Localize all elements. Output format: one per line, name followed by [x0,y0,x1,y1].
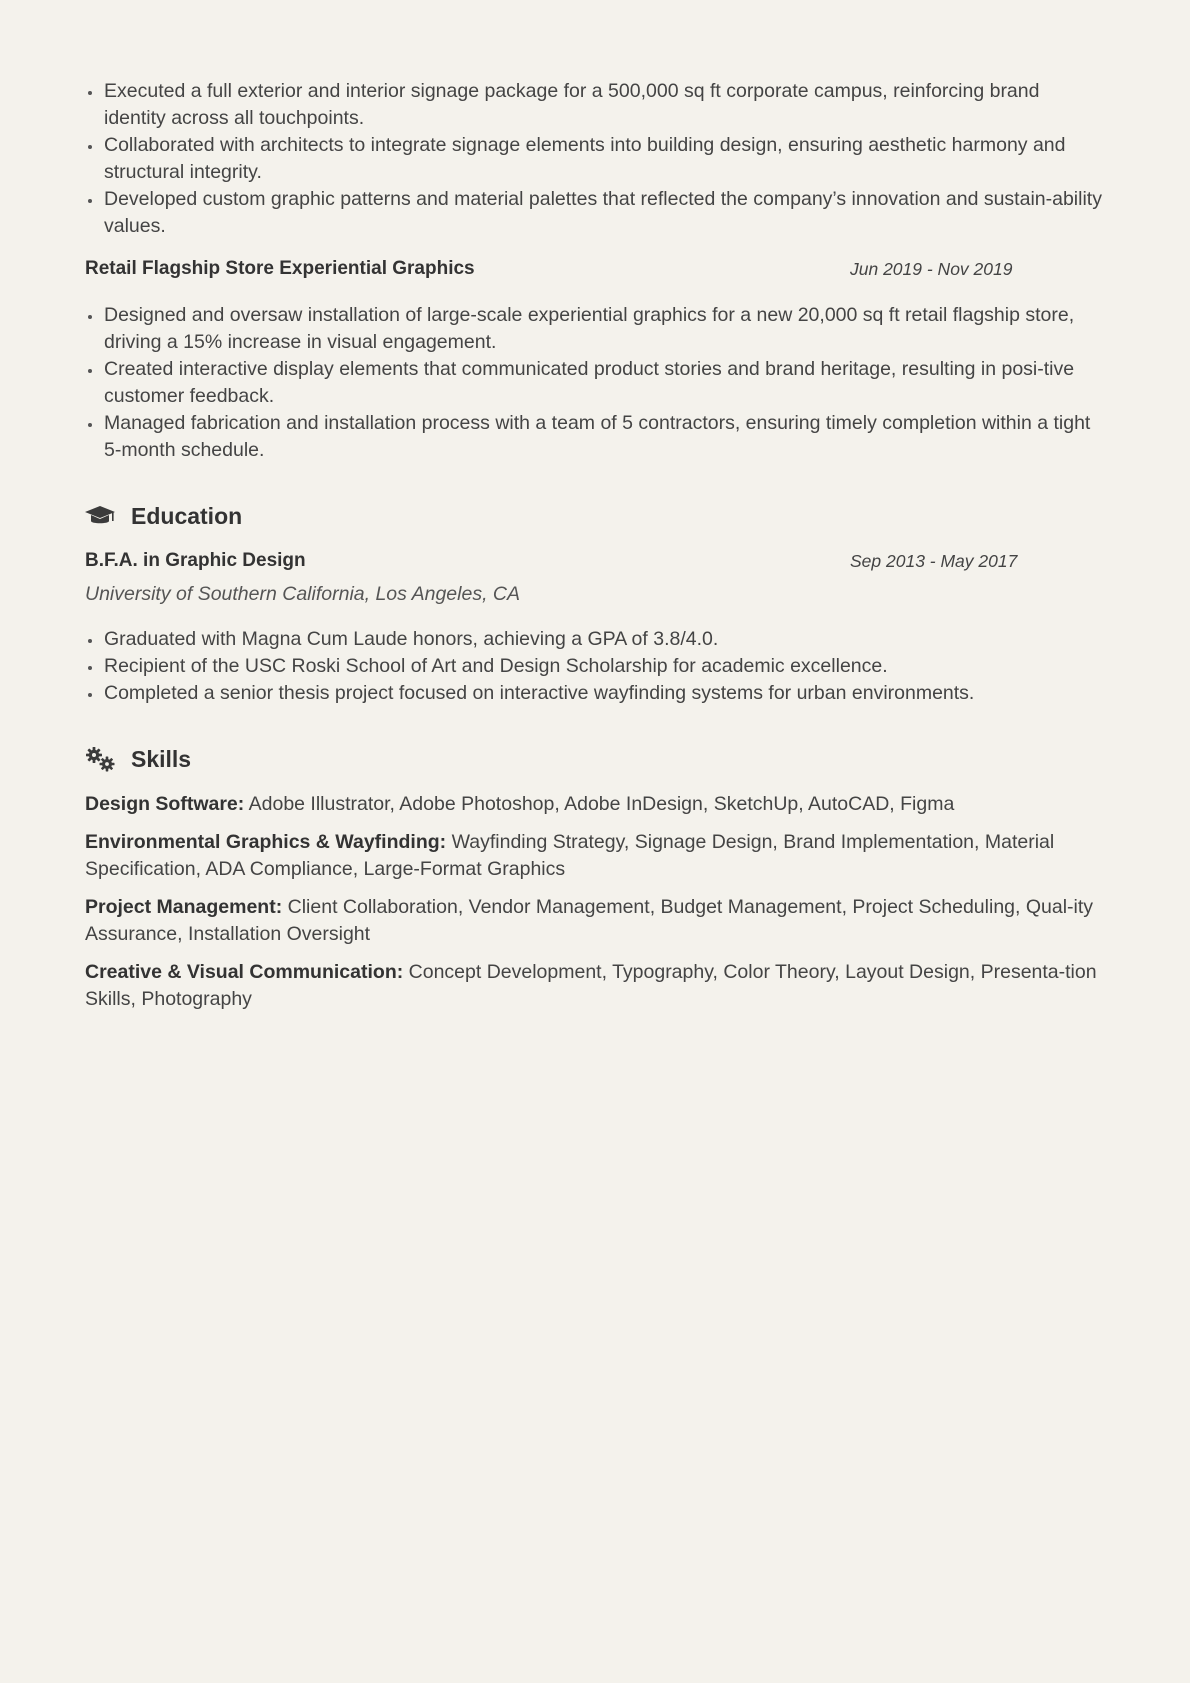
skill-row [85,791,1105,818]
degree-title: B.F.A. in Graphic Design [85,550,306,571]
education-section-header [85,498,1105,534]
list-item: Recipient of the USC Roski School of Art and Design Scholarship for academic excellence. [104,653,1105,680]
skill-label: Creative & Visual Communication: [85,961,404,983]
skill-label: Design Software: [85,793,245,815]
project-2-header [85,254,1105,284]
list-item: Executed a full exterior and interior signage package for a 500,000 sq ft corporate campus, reinforcing brand identity across all touchpoints. [104,78,1105,132]
skill-value: Concept Development, Typography, Color Theory, Layout Design, Presenta-tion Skills, Photography [85,961,1097,1010]
skills-section-header [85,741,1105,777]
project-2-bullets [85,302,1105,464]
resume-page [85,78,1105,1024]
skill-row [85,959,1105,1013]
education-bullets [85,626,1105,707]
education-heading: Education [131,502,243,529]
project-2-title: Retail Flagship Store Experiential Graphics [85,258,475,279]
list-item: Graduated with Magna Cum Laude honors, achieving a GPA of 3.8/4.0. [104,626,1105,653]
skill-row [85,894,1105,948]
list-item: Managed fabrication and installation process with a team of 5 contractors, ensuring timely completion within a tight 5-month schedule. [104,410,1105,464]
skill-label: Environmental Graphics & Wayfinding: [85,831,447,853]
skill-value: Adobe Illustrator, Adobe Photoshop, Adobe InDesign, SketchUp, AutoCAD, Figma [248,793,955,815]
list-item: Collaborated with architects to integrate signage elements into building design, ensuring aesthetic harmony and structural integrity. [104,132,1105,186]
list-item: Developed custom graphic patterns and material palettes that reflected the company’s innovation and sustain-ability values. [104,186,1105,240]
list-item: Created interactive display elements that communicated product stories and brand heritage, resulting in posi-tive customer feedback. [104,356,1105,410]
school-name: University of Southern California, Los Angeles, CA [85,583,520,605]
list-item: Completed a senior thesis project focused on interactive wayfinding systems for urban environments. [104,680,1105,707]
education-entry-header [85,546,1105,576]
education-dates: Sep 2013 - May 2017 [850,551,1018,571]
list-item: Designed and oversaw installation of large-scale experiential graphics for a new 20,000 sq ft retail flagship store, driving a 15% increase in visual engagement. [104,302,1105,356]
skill-row [85,829,1105,883]
project-2-dates: Jun 2019 - Nov 2019 [850,259,1013,279]
skills-heading: Skills [131,745,192,772]
skill-value: Client Collaboration, Vendor Management, Budget Management, Project Scheduling, Qual-ity Assurance, Installation Oversight [85,896,1094,945]
graduation-cap-icon [85,503,115,529]
skill-label: Project Management: [85,896,283,918]
cogs-icon [85,746,115,772]
skill-value: Wayfinding Strategy, Signage Design, Brand Implementation, Material Specification, ADA Compliance, Large-Format Graphics [85,831,1055,880]
project-1-bullets [85,78,1105,240]
skills-list [85,791,1105,1013]
